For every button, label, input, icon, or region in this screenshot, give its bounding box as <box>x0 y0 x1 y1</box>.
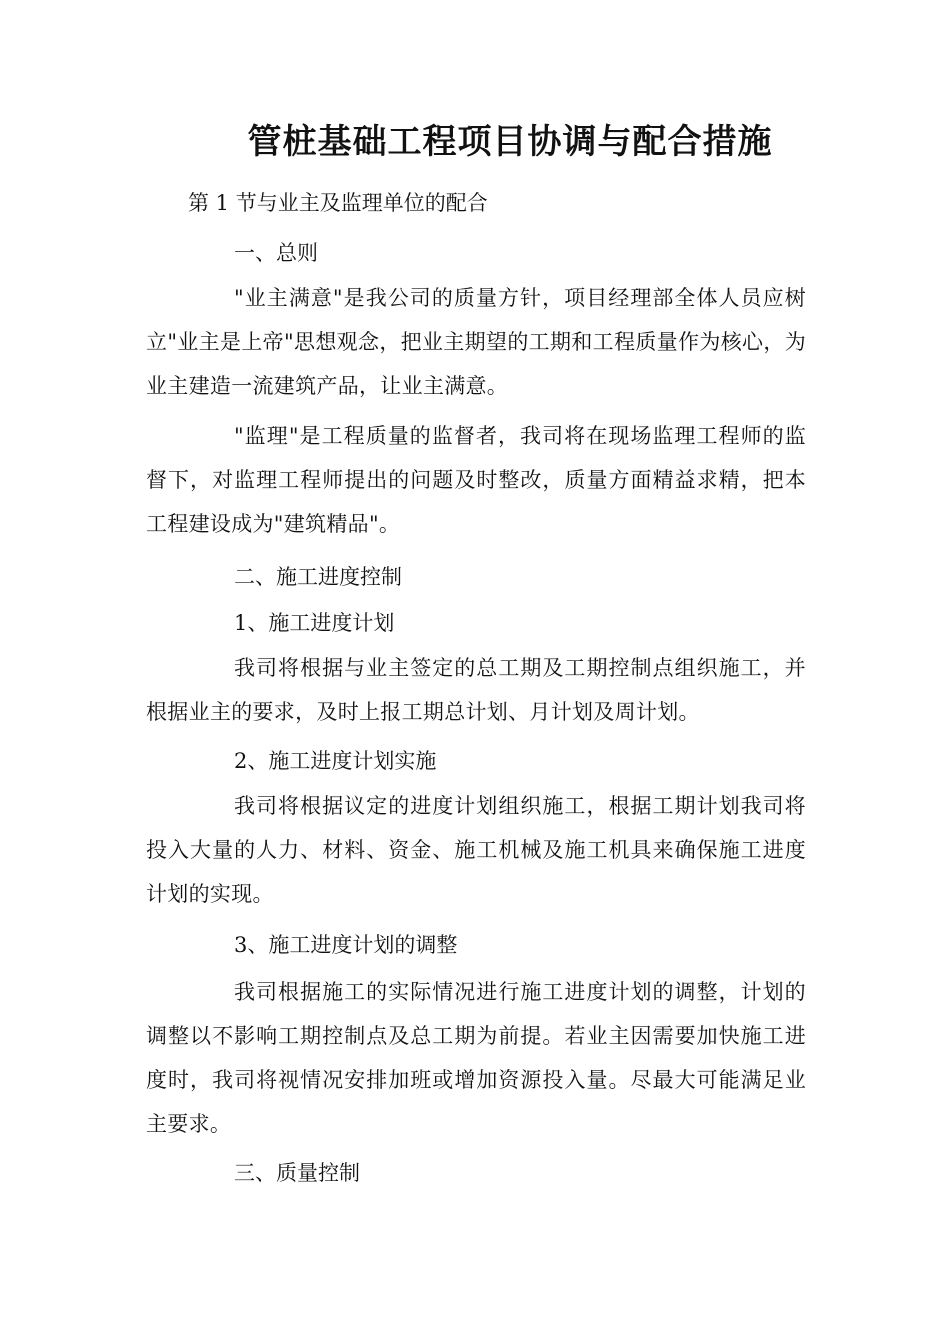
part1-paragraph-2: "监理"是工程质量的监督者，我司将在现场监理工程师的监督下，对监理工程师提出的问题及时整改，质量方面精益求精，把本工程建设成为"建筑精品"。 <box>146 424 806 536</box>
part1-paragraph-1: "业主满意"是我公司的质量方针，项目经理部全体人员应树立"业主是上帝"思想观念，把业主期望的工期和工程质量作为核心，为业主建造一流建筑产品，让业主满意。 <box>146 286 806 398</box>
part2-heading: 二、施工进度控制 <box>234 565 402 589</box>
item2-paragraph: 我司将根据议定的进度计划组织施工，根据工期计划我司将投入大量的人力、材料、资金、施工机械及施工机具来确保施工进度计划的实现。 <box>146 794 806 906</box>
item2-heading: 2、施工进度计划实施 <box>234 749 437 773</box>
item3-paragraph: 我司根据施工的实际情况进行施工进度计划的调整，计划的调整以不影响工期控制点及总工期为前提。若业主因需要加快施工进度时，我司将视情况安排加班或增加资源投入量。尽最大可能满足业主要求。 <box>146 980 806 1136</box>
item3-heading: 3、施工进度计划的调整 <box>234 933 458 957</box>
part3-heading: 三、质量控制 <box>234 1161 360 1185</box>
part1-heading: 一、总则 <box>234 241 318 265</box>
item1-heading: 1、施工进度计划 <box>234 611 395 635</box>
item1-paragraph: 我司将根据与业主签定的总工期及工期控制点组织施工，并根据业主的要求，及时上报工期总计划、月计划及周计划。 <box>146 656 806 724</box>
document-title: 管桩基础工程项目协调与配合措施 <box>247 122 773 162</box>
section-heading: 第 1 节与业主及监理单位的配合 <box>188 191 488 215</box>
